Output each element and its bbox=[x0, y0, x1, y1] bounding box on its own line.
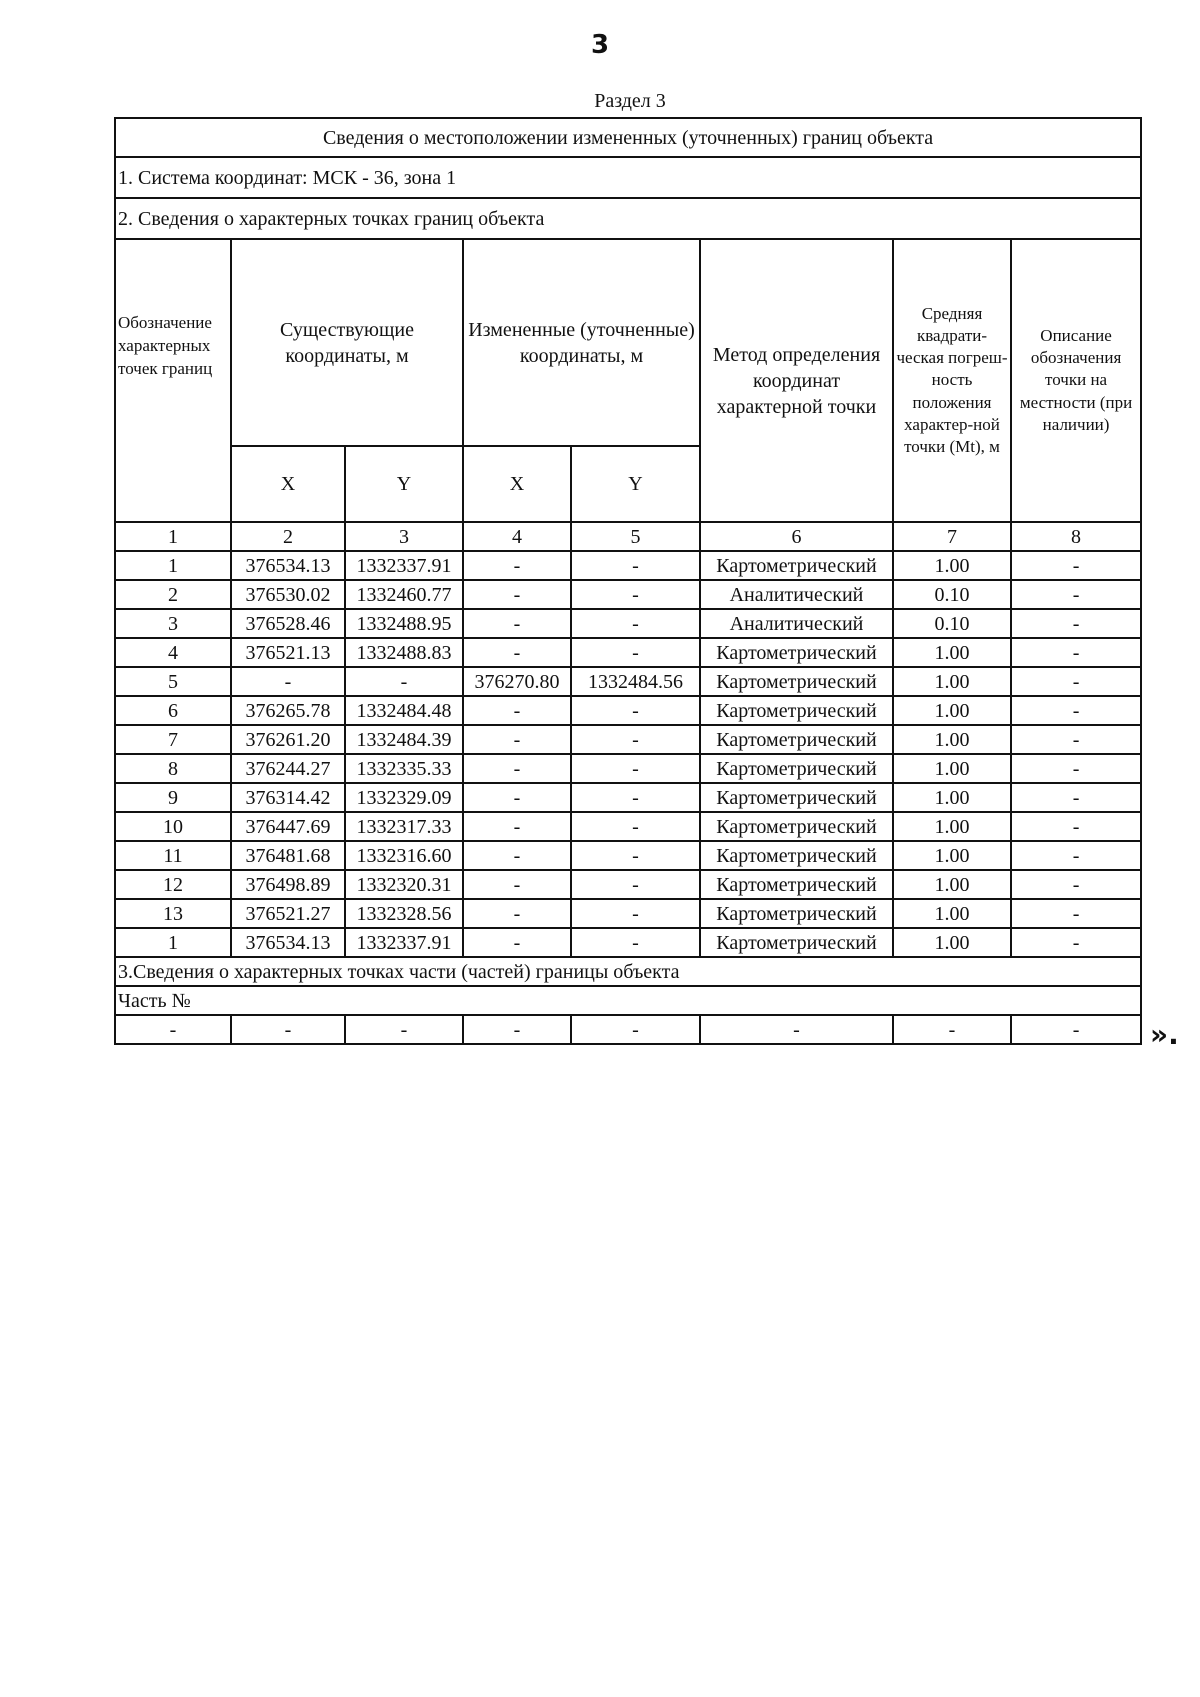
table-cell: Картометрический bbox=[700, 870, 893, 899]
table-cell: - bbox=[571, 551, 700, 580]
table-cell: 376261.20 bbox=[231, 725, 345, 754]
table-cell: Картометрический bbox=[700, 638, 893, 667]
table-row bbox=[115, 551, 1141, 580]
header-changed-coords: Измененные (уточненные) координаты, м bbox=[463, 239, 700, 446]
section-label: Раздел 3 bbox=[594, 90, 666, 112]
table-cell: 10 bbox=[115, 812, 231, 841]
table-cell: 1332337.91 bbox=[345, 551, 463, 580]
table-cell: - bbox=[571, 870, 700, 899]
column-number: 3 bbox=[345, 522, 463, 551]
table-cell: - bbox=[463, 928, 571, 957]
table-cell: - bbox=[571, 725, 700, 754]
table-row bbox=[115, 870, 1141, 899]
part-cell: - bbox=[463, 1015, 571, 1044]
points-heading: 2. Сведения о характерных точках границ объекта bbox=[115, 198, 1141, 239]
table-cell: 1.00 bbox=[893, 667, 1011, 696]
column-number: 8 bbox=[1011, 522, 1141, 551]
table-cell: Картометрический bbox=[700, 783, 893, 812]
part-cell: - bbox=[345, 1015, 463, 1044]
table-cell: 9 bbox=[115, 783, 231, 812]
table-row bbox=[115, 580, 1141, 609]
header-accuracy: Средняя квадрати-ческая погреш-ность положения характер-ной точки (Mt), м bbox=[893, 239, 1011, 522]
closing-quote-mark: ». bbox=[1150, 1018, 1179, 1051]
table-cell: 376265.78 bbox=[231, 696, 345, 725]
table-cell: Картометрический bbox=[700, 667, 893, 696]
table-cell: - bbox=[231, 667, 345, 696]
table-cell: 1.00 bbox=[893, 783, 1011, 812]
table-cell: - bbox=[1011, 551, 1141, 580]
table-cell: - bbox=[571, 580, 700, 609]
page-number: 3 bbox=[590, 30, 610, 60]
table-cell: - bbox=[571, 783, 700, 812]
parts-heading: 3.Сведения о характерных точках части (частей) границы объекта bbox=[115, 957, 1141, 986]
coordinate-system: 1. Система координат: МСК - 36, зона 1 bbox=[115, 157, 1141, 198]
table-cell: 0.10 bbox=[893, 609, 1011, 638]
table-cell: 1332335.33 bbox=[345, 754, 463, 783]
table-cell: 1.00 bbox=[893, 812, 1011, 841]
table-row bbox=[115, 928, 1141, 957]
table-cell: Картометрический bbox=[700, 928, 893, 957]
table-cell: - bbox=[463, 841, 571, 870]
table-cell: 1.00 bbox=[893, 870, 1011, 899]
table-cell: Картометрический bbox=[700, 551, 893, 580]
part-cell: - bbox=[1011, 1015, 1141, 1044]
table-cell: - bbox=[463, 609, 571, 638]
table-row bbox=[115, 696, 1141, 725]
table-cell: 3 bbox=[115, 609, 231, 638]
table-cell: 1.00 bbox=[893, 928, 1011, 957]
table-row bbox=[115, 812, 1141, 841]
table-cell: 376521.27 bbox=[231, 899, 345, 928]
column-numbers-row bbox=[115, 522, 1141, 551]
table-cell: 1332320.31 bbox=[345, 870, 463, 899]
table-cell: - bbox=[571, 609, 700, 638]
table-row bbox=[115, 899, 1141, 928]
header-changed-x: X bbox=[463, 446, 571, 522]
header-method: Метод определения координат характерной точки bbox=[700, 239, 893, 522]
table-cell: 13 bbox=[115, 899, 231, 928]
table-cell: 1332484.56 bbox=[571, 667, 700, 696]
table-row bbox=[115, 725, 1141, 754]
table-row bbox=[115, 609, 1141, 638]
table-cell: 1332484.39 bbox=[345, 725, 463, 754]
header-designation: Обозначение характерных точек границ bbox=[115, 239, 231, 522]
header-existing-coords: Существующие координаты, м bbox=[231, 239, 463, 446]
table-cell: 7 bbox=[115, 725, 231, 754]
table-cell: - bbox=[1011, 754, 1141, 783]
table-row bbox=[115, 783, 1141, 812]
table-cell: - bbox=[1011, 580, 1141, 609]
table-cell: 8 bbox=[115, 754, 231, 783]
table-cell: 6 bbox=[115, 696, 231, 725]
table-cell: - bbox=[1011, 870, 1141, 899]
table-cell: - bbox=[571, 928, 700, 957]
table-cell: - bbox=[571, 812, 700, 841]
part-cell: - bbox=[893, 1015, 1011, 1044]
table-cell: - bbox=[345, 667, 463, 696]
table-cell: 1332488.83 bbox=[345, 638, 463, 667]
table-title: Сведения о местоположении измененных (уточненных) границ объекта bbox=[115, 118, 1141, 157]
table-cell: 376534.13 bbox=[231, 551, 345, 580]
boundary-points-table bbox=[114, 117, 1142, 1045]
table-cell: Картометрический bbox=[700, 899, 893, 928]
table-cell: Аналитический bbox=[700, 580, 893, 609]
header-changed-y: Y bbox=[571, 446, 700, 522]
table-cell: 1.00 bbox=[893, 841, 1011, 870]
header-existing-x: X bbox=[231, 446, 345, 522]
table-cell: - bbox=[1011, 725, 1141, 754]
column-number: 4 bbox=[463, 522, 571, 551]
part-cell: - bbox=[571, 1015, 700, 1044]
table-cell: 2 bbox=[115, 580, 231, 609]
table-cell: 5 bbox=[115, 667, 231, 696]
table-row bbox=[115, 667, 1141, 696]
table-cell: 376270.80 bbox=[463, 667, 571, 696]
table-cell: 376244.27 bbox=[231, 754, 345, 783]
table-cell: 1.00 bbox=[893, 696, 1011, 725]
table-cell: - bbox=[571, 899, 700, 928]
table-cell: 0.10 bbox=[893, 580, 1011, 609]
table-cell: - bbox=[571, 754, 700, 783]
table-cell: Картометрический bbox=[700, 841, 893, 870]
part-row bbox=[115, 1015, 1141, 1044]
table-cell: 1.00 bbox=[893, 754, 1011, 783]
table-cell: - bbox=[463, 638, 571, 667]
table-cell: Картометрический bbox=[700, 812, 893, 841]
table-cell: 376521.13 bbox=[231, 638, 345, 667]
table-cell: - bbox=[1011, 812, 1141, 841]
table-cell: - bbox=[1011, 899, 1141, 928]
table-cell: 376534.13 bbox=[231, 928, 345, 957]
table-cell: 4 bbox=[115, 638, 231, 667]
table-cell: 376481.68 bbox=[231, 841, 345, 870]
table-cell: 1332488.95 bbox=[345, 609, 463, 638]
table-cell: 1332317.33 bbox=[345, 812, 463, 841]
table-cell: - bbox=[1011, 783, 1141, 812]
table-cell: - bbox=[1011, 928, 1141, 957]
table-cell: Аналитический bbox=[700, 609, 893, 638]
table-cell: Картометрический bbox=[700, 754, 893, 783]
table-cell: 376528.46 bbox=[231, 609, 345, 638]
table-cell: 1332484.48 bbox=[345, 696, 463, 725]
table-cell: 376498.89 bbox=[231, 870, 345, 899]
table-cell: - bbox=[463, 783, 571, 812]
table-cell: - bbox=[463, 725, 571, 754]
table-cell: 1.00 bbox=[893, 725, 1011, 754]
table-cell: - bbox=[571, 696, 700, 725]
column-number: 1 bbox=[115, 522, 231, 551]
table-cell: - bbox=[463, 812, 571, 841]
table-cell: - bbox=[571, 841, 700, 870]
table-cell: 1332337.91 bbox=[345, 928, 463, 957]
table-cell: - bbox=[463, 754, 571, 783]
table-cell: 1332329.09 bbox=[345, 783, 463, 812]
table-cell: 376447.69 bbox=[231, 812, 345, 841]
table-cell: 376314.42 bbox=[231, 783, 345, 812]
table-cell: - bbox=[463, 870, 571, 899]
part-cell: - bbox=[115, 1015, 231, 1044]
table-cell: 1 bbox=[115, 928, 231, 957]
table-cell: 1332460.77 bbox=[345, 580, 463, 609]
table-cell: - bbox=[463, 580, 571, 609]
table-cell: Картометрический bbox=[700, 696, 893, 725]
table-cell: - bbox=[1011, 667, 1141, 696]
table-row bbox=[115, 754, 1141, 783]
table-cell: - bbox=[1011, 696, 1141, 725]
table-cell: 12 bbox=[115, 870, 231, 899]
table-cell: 1.00 bbox=[893, 638, 1011, 667]
part-cell: - bbox=[700, 1015, 893, 1044]
column-number: 7 bbox=[893, 522, 1011, 551]
part-cell: - bbox=[231, 1015, 345, 1044]
part-label: Часть № bbox=[115, 986, 1141, 1015]
table-cell: - bbox=[571, 638, 700, 667]
column-number: 5 bbox=[571, 522, 700, 551]
table-cell: 1332316.60 bbox=[345, 841, 463, 870]
column-number: 2 bbox=[231, 522, 345, 551]
table-cell: - bbox=[1011, 638, 1141, 667]
header-existing-y: Y bbox=[345, 446, 463, 522]
table-row bbox=[115, 841, 1141, 870]
column-number: 6 bbox=[700, 522, 893, 551]
header-description: Описание обозначения точки на местности (при наличии) bbox=[1011, 239, 1141, 522]
table-cell: - bbox=[463, 899, 571, 928]
table-cell: - bbox=[1011, 841, 1141, 870]
table-cell: - bbox=[1011, 609, 1141, 638]
table-row bbox=[115, 638, 1141, 667]
table-cell: - bbox=[463, 551, 571, 580]
table-cell: 1.00 bbox=[893, 551, 1011, 580]
table-cell: - bbox=[463, 696, 571, 725]
table-cell: 376530.02 bbox=[231, 580, 345, 609]
table-cell: 1 bbox=[115, 551, 231, 580]
table-cell: 11 bbox=[115, 841, 231, 870]
table-cell: Картометрический bbox=[700, 725, 893, 754]
table-cell: 1332328.56 bbox=[345, 899, 463, 928]
table-cell: 1.00 bbox=[893, 899, 1011, 928]
